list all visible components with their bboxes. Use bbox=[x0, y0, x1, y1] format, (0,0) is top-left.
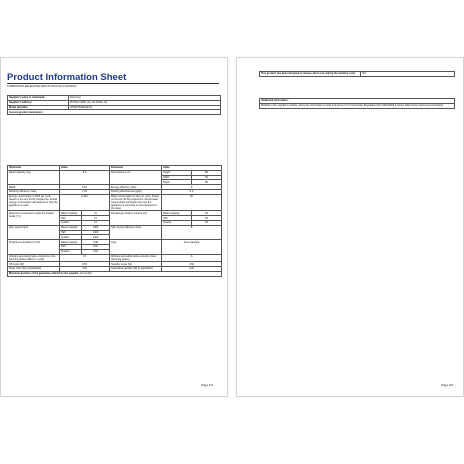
rated-capacity-value: 9.0 bbox=[60, 170, 110, 184]
guarantee-value: 24 months bbox=[80, 272, 92, 276]
duration-value: 2:54 bbox=[82, 249, 110, 254]
document-page-1 bbox=[0, 57, 228, 397]
max-temp-value: 21 bbox=[82, 221, 110, 226]
spin-speed-label: Spin speed (rpm) bbox=[8, 225, 60, 239]
width-label: Width bbox=[162, 175, 192, 180]
noise-label: Airborne acoustical noise emissions in the spinning phase (dB(A) re 1 pW) bbox=[8, 254, 60, 262]
max-temp-sub: Quarter bbox=[60, 221, 82, 226]
moisture-value: 53 bbox=[192, 211, 222, 216]
noise-class-value: A bbox=[162, 254, 222, 262]
energy-class-value: A bbox=[162, 185, 222, 190]
energy-class-label: Energy efficiency class bbox=[110, 185, 162, 190]
info-label: General product parameters: bbox=[8, 110, 221, 115]
duration-sub: Half bbox=[60, 244, 82, 249]
info-label: Supplier's name or trademark: bbox=[8, 96, 69, 101]
spin-speed-value: 1400 bbox=[82, 225, 110, 230]
duration-sub: Quarter bbox=[60, 249, 82, 254]
moisture-value: 53 bbox=[192, 221, 222, 226]
info-value: WW90T534DAE/S1 bbox=[69, 105, 221, 110]
spin-speed-value: 1400 bbox=[82, 230, 110, 235]
depth-value: 55 bbox=[192, 180, 222, 185]
supplier-info-table bbox=[7, 95, 221, 115]
max-temp-sub: Half bbox=[60, 216, 82, 221]
standby-value: 0.50 bbox=[162, 262, 222, 267]
silver-ions-label: This product has been designed to release silver ions during the washing cycle bbox=[260, 72, 361, 77]
washing-index-value: 1.03 bbox=[60, 189, 110, 194]
noise-class-label: Airborne acoustical noise emission class (spinning phase) bbox=[110, 254, 162, 262]
moisture-sub: Half bbox=[162, 216, 192, 221]
moisture-value: 53 bbox=[192, 216, 222, 221]
networked-standby-value: 2.00 bbox=[162, 267, 222, 272]
type-label: Type bbox=[110, 240, 162, 254]
parameters-table bbox=[7, 165, 222, 277]
spin-speed-sub: Rated capacity bbox=[60, 225, 82, 230]
dimensions-label: Dimensions in cm bbox=[110, 170, 162, 184]
spin-speed-sub: Half bbox=[60, 230, 82, 235]
spin-class-value: B bbox=[162, 225, 222, 239]
off-mode-label: Off-mode (W) bbox=[8, 262, 60, 267]
table-row bbox=[260, 72, 455, 77]
max-temp-sub: Rated capacity bbox=[60, 211, 82, 216]
delay-start-value: 4.00 bbox=[60, 267, 110, 272]
spin-speed-value: 1400 bbox=[82, 235, 110, 240]
header-value: Value bbox=[162, 166, 222, 171]
off-mode-value: 0.50 bbox=[60, 262, 110, 267]
delay-start-label: Delay start (W) (if applicable) bbox=[8, 267, 60, 272]
moisture-label: Remaining moisture content (%) bbox=[110, 211, 162, 225]
water-consumption-label: Water consumption in litre per cycle, based on the eco 40-60 programme. Actual water consumption will depend on how the appliance is used and on the hardness of the water bbox=[110, 194, 162, 211]
spin-class-label: Spin-drying efficiency class bbox=[110, 225, 162, 239]
eei-value: 51.9 bbox=[60, 185, 110, 190]
max-temp-value: 27 bbox=[82, 216, 110, 221]
table-row bbox=[8, 110, 221, 115]
silver-ions-table bbox=[259, 71, 455, 77]
rinsing-value: 5.0 bbox=[162, 189, 222, 194]
networked-standby-label: Networked standby (W) (if applicable) bbox=[110, 267, 162, 272]
moisture-sub: Rated capacity bbox=[162, 211, 192, 216]
table-row bbox=[8, 225, 222, 230]
document-page-2 bbox=[236, 57, 464, 397]
duration-sub: Rated capacity bbox=[60, 240, 82, 245]
max-temp-label: Maximum temperature inside the treated textile (°C) bbox=[8, 211, 60, 225]
page-title: Product Information Sheet bbox=[7, 72, 127, 83]
width-value: 60 bbox=[192, 175, 222, 180]
duration-value: 3:48 bbox=[82, 240, 110, 245]
silver-ions-value: NO bbox=[361, 72, 455, 77]
energy-consumption-label: Energy consumption in kWh per cycle, based on the eco 40-60 programme. Actual energy consumption will depend on how the appliance is used. bbox=[8, 194, 60, 211]
header-value: Value bbox=[60, 166, 110, 171]
duration-label: Programme duration (h:min) bbox=[8, 240, 60, 254]
max-temp-value: 31 bbox=[82, 211, 110, 216]
height-value: 85 bbox=[192, 170, 222, 175]
title-rule bbox=[7, 83, 219, 84]
regulation-reference: COMMISSION DELEGATED REGULATION (EU) 2019/2014 bbox=[7, 85, 77, 88]
table-row bbox=[260, 103, 455, 108]
moisture-sub: Quarter bbox=[162, 221, 192, 226]
eei-label: EEIW bbox=[8, 185, 60, 190]
energy-consumption-value: 0.494 bbox=[60, 194, 110, 211]
rinsing-label: Rinsing effectiveness (g/kg) bbox=[110, 189, 162, 194]
table-row bbox=[8, 194, 222, 211]
additional-info-table bbox=[259, 98, 455, 109]
type-value: Free-standing bbox=[162, 240, 222, 254]
page-number: Page 1/2 bbox=[200, 383, 213, 387]
depth-label: Depth bbox=[162, 180, 192, 185]
additional-info-text: Weblink to the supplier's website, where the information in point 9 of Annex II to Commission Regulation (EU) 2019/2023 is found: https://www.samsung.com/support bbox=[260, 103, 455, 108]
noise-value: 72 bbox=[60, 254, 110, 262]
table-row bbox=[8, 240, 222, 245]
rated-capacity-label: Rated capacity (kg) bbox=[8, 170, 60, 184]
header-parameter: Parameter bbox=[8, 166, 60, 171]
water-consumption-value: 50 bbox=[162, 194, 222, 211]
info-value: PO Box 12987 n/a, n/a Dublin, IE bbox=[69, 100, 221, 105]
guarantee-cell bbox=[8, 271, 222, 276]
standby-label: Standby mode (W) bbox=[110, 262, 162, 267]
duration-value: 2:54 bbox=[82, 244, 110, 249]
header-parameter: Parameter bbox=[110, 166, 162, 171]
height-label: Height bbox=[162, 170, 192, 175]
spin-speed-sub: Quarter bbox=[60, 235, 82, 240]
info-value: Samsung bbox=[69, 96, 221, 101]
page-number: Page 2/2 bbox=[440, 383, 453, 387]
info-label: Supplier's address: bbox=[8, 100, 69, 105]
table-row bbox=[8, 271, 222, 276]
washing-index-label: Washing efficiency index bbox=[8, 189, 60, 194]
guarantee-label: Minimum duration of the guarantee offered by the supplier: bbox=[9, 272, 80, 276]
info-label: Model identifier: bbox=[8, 105, 69, 110]
table-row bbox=[8, 254, 222, 262]
additional-info-label: Additional information: bbox=[260, 99, 455, 104]
